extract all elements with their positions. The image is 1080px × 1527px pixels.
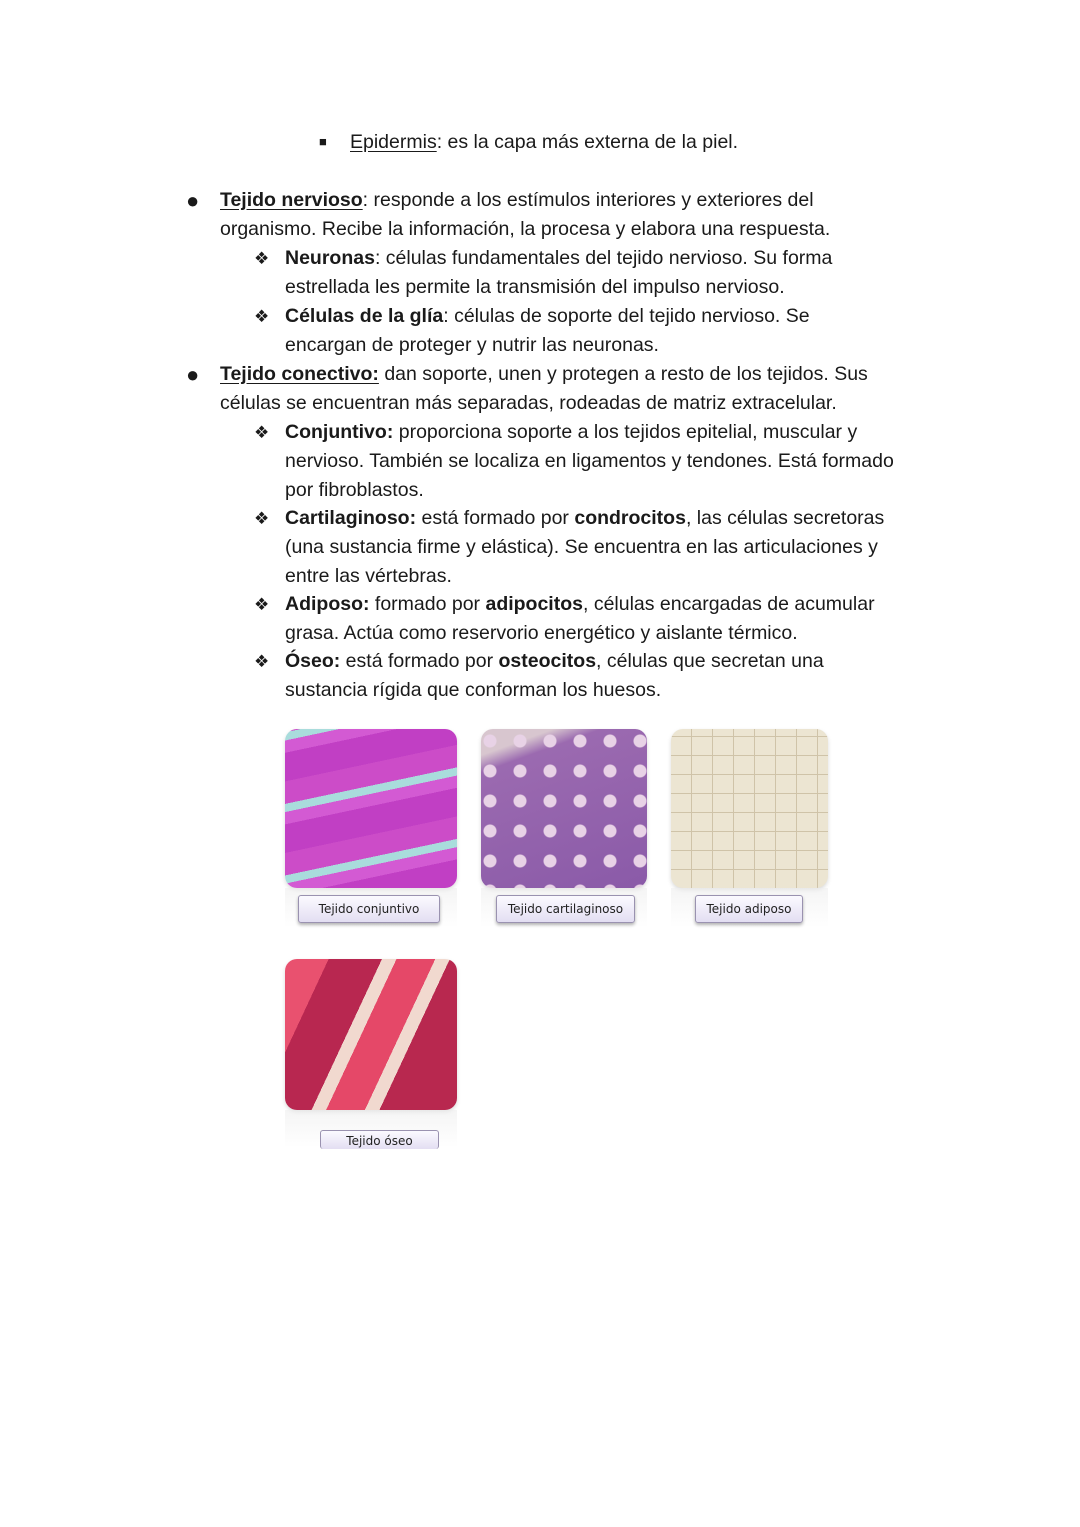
image-tejido-oseo: [285, 959, 457, 1110]
caption-tejido-adiposo: Tejido adiposo: [695, 895, 803, 923]
caption-tejido-oseo: Tejido óseo: [320, 1130, 439, 1149]
diamond-bullet-icon: ❖: [254, 509, 270, 528]
term: Tejido nervioso: [220, 189, 363, 211]
image-tejido-cartilaginoso: [481, 729, 647, 888]
bullet-icon: ●: [186, 362, 200, 387]
bold-term: condrocitos: [574, 507, 686, 529]
definition-cont: , las células secretoras (una sustancia firme y elástica). Se encuentra en las articulaciones y entre las vértebras.: [285, 507, 885, 587]
term: Óseo:: [285, 650, 341, 672]
list-item-adiposo: [254, 590, 925, 648]
list-item-glia: [254, 302, 855, 360]
diamond-bullet-icon: ❖: [254, 307, 270, 326]
list-item-neuronas: [254, 244, 885, 302]
image-tejido-adiposo: [671, 729, 828, 888]
diamond-bullet-icon: ❖: [254, 652, 270, 671]
image-tejido-conjuntivo: [285, 729, 457, 888]
list-item-conjuntivo: [254, 418, 915, 505]
bullet-icon: ●: [186, 188, 200, 213]
definition: : células de soporte del tejido nervioso. Se encargan de proteger y nutrir las neuronas.: [285, 305, 810, 356]
definition: : es la capa más externa de la piel.: [436, 131, 739, 153]
definition: : células fundamentales del tejido nervioso. Su forma estrellada les permite la transmisión del impulso nervioso.: [285, 247, 833, 298]
bold-term: osteocitos: [498, 650, 597, 672]
term: Adiposo:: [285, 593, 370, 615]
definition-cont: , células encargadas de acumular grasa. Actúa como reservorio energético y aislante térmico.: [285, 593, 875, 644]
definition: está formado por: [340, 650, 499, 672]
term: Epidermis: [350, 131, 437, 153]
term: Neuronas: [285, 247, 375, 269]
definition: formado por: [369, 593, 486, 615]
term: Conjuntivo:: [285, 421, 394, 443]
caption-tejido-cartilaginoso: Tejido cartilaginoso: [496, 895, 635, 923]
term: Células de la glía: [285, 305, 444, 327]
list-item-tejido-nervioso: [186, 186, 865, 244]
bold-term: adipocitos: [485, 593, 583, 615]
definition: proporciona soporte a los tejidos epitelial, muscular y nervioso. También se localiza en ligamentos y tendones. Está formado por fibroblastos.: [285, 421, 894, 501]
term: Cartilaginoso:: [285, 507, 417, 529]
term: Tejido conectivo:: [220, 363, 379, 385]
definition: : responde a los estímulos interiores y exteriores del organismo. Recibe la información, la procesa y elabora una respuesta.: [220, 189, 831, 240]
list-item-cartilaginoso: [254, 504, 885, 591]
definition: dan soporte, unen y protegen a resto de los tejidos. Sus células se encuentran más separadas, rodeadas de matriz extracelular.: [220, 363, 868, 414]
list-item-oseo: [254, 647, 875, 705]
square-bullet-icon: ■: [319, 134, 327, 149]
caption-tejido-conjuntivo: Tejido conjuntivo: [298, 895, 440, 923]
diamond-bullet-icon: ❖: [254, 423, 270, 442]
diamond-bullet-icon: ❖: [254, 249, 270, 268]
definition: está formado por: [416, 507, 575, 529]
list-item-epidermis: [319, 128, 910, 157]
list-item-tejido-conectivo: [186, 360, 915, 418]
definition-cont: , células que secretan una sustancia rígida que conforman los huesos.: [285, 650, 824, 701]
diamond-bullet-icon: ❖: [254, 595, 270, 614]
